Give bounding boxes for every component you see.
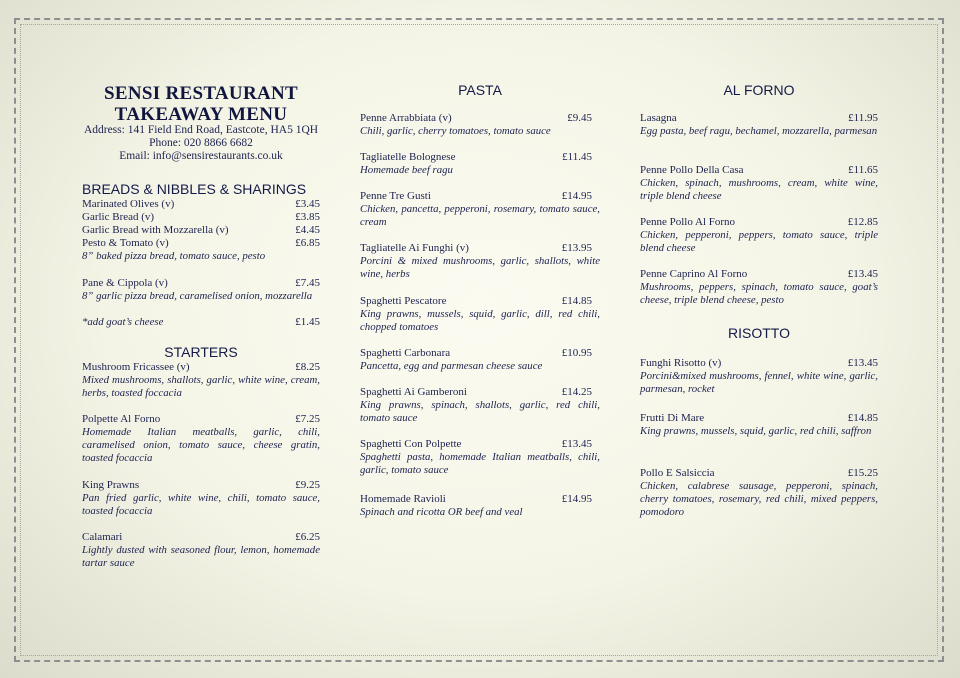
menu-item: [640, 467, 912, 519]
menu-item: [82, 277, 354, 303]
phone: Phone: 020 8866 6682: [149, 137, 253, 149]
item-name: Spaghetti Pescatore: [360, 295, 447, 307]
menu-item: [82, 237, 354, 263]
item-name: Mushroom Fricassee (v): [82, 361, 190, 373]
item-description: Chicken, spinach, mushrooms, cream, white wine, triple blend cheese: [640, 177, 878, 202]
section-heading-breads: BREADS & NIBBLES & SHARINGS: [82, 181, 307, 197]
item-description: Chili, garlic, cherry tomatoes, tomato sauce: [360, 125, 551, 137]
menu-item: [82, 479, 354, 518]
item-name: King Prawns: [82, 479, 140, 491]
item-name: Calamari: [82, 531, 123, 543]
menu-item: [360, 295, 626, 334]
item-price: £9.45: [567, 112, 592, 124]
item-price: £14.25: [561, 386, 592, 398]
menu-title: TAKEAWAY MENU: [114, 104, 288, 125]
item-name: Spaghetti Ai Gamberoni: [360, 386, 467, 398]
item-price: £11.95: [848, 112, 878, 124]
menu-item: [82, 361, 354, 400]
section-heading-pasta: PASTA: [458, 82, 502, 98]
item-price: £14.95: [561, 493, 592, 505]
item-price: £15.25: [847, 467, 878, 479]
item-name: Pesto & Tomato (v): [82, 237, 169, 249]
item-description: Mixed mushrooms, shallots, garlic, white wine, cream, herbs, toasted foccacia: [82, 374, 320, 399]
item-price: £13.45: [847, 268, 878, 280]
menu-item: [640, 164, 912, 203]
item-name: Funghi Risotto (v): [640, 357, 722, 369]
menu-item: [640, 216, 912, 255]
item-description: Chicken, pepperoni, peppers, tomato sauce, triple blend cheese: [640, 229, 878, 254]
item-price: £14.85: [561, 295, 592, 307]
item-price: £6.25: [295, 531, 320, 543]
item-price: £4.45: [295, 224, 320, 236]
item-name: Frutti Di Mare: [640, 412, 705, 424]
menu-item: [360, 438, 626, 477]
item-description: Chicken, calabrese sausage, pepperoni, spinach, cherry tomatoes, rosemary, red chili, mixed peppers, pomodoro: [640, 480, 878, 518]
item-price: £9.25: [295, 479, 320, 491]
menu-item: [360, 347, 626, 373]
menu-item: [640, 112, 912, 138]
menu-item: [640, 357, 912, 396]
item-price: £3.45: [295, 198, 320, 210]
item-name: Pane & Cippola (v): [82, 277, 168, 289]
item-name: Marinated Olives (v): [82, 198, 175, 210]
item-description: Porcini & mixed mushrooms, garlic, shallots, white wine, herbs: [360, 255, 600, 280]
item-price: £13.95: [561, 242, 592, 254]
item-description: King prawns, mussels, squid, garlic, red chili, saffron: [640, 425, 872, 437]
menu-item: [360, 151, 626, 177]
menu-item: [360, 112, 626, 138]
item-price: £14.95: [561, 190, 592, 202]
restaurant-name: SENSI RESTAURANT: [104, 83, 298, 104]
menu-item: [360, 190, 626, 229]
menu-item: [82, 531, 354, 570]
menu-item: [360, 386, 626, 425]
item-price: £7.45: [295, 277, 320, 289]
item-description: Lightly dusted with seasoned flour, lemon, homemade tartar sauce: [82, 544, 320, 569]
item-description: Mushrooms, peppers, spinach, tomato sauce, goat’s cheese, triple blend cheese, pesto: [640, 281, 878, 306]
item-price: £7.25: [295, 413, 320, 425]
menu-item: [360, 493, 626, 519]
address: Address: 141 Field End Road, Eastcote, HA5 1QH: [83, 124, 319, 136]
item-name: Penne Tre Gusti: [360, 190, 431, 202]
menu-item: [82, 316, 354, 329]
item-price: £12.85: [847, 216, 878, 228]
item-name: Garlic Bread (v): [82, 211, 155, 223]
menu-item: [82, 413, 354, 465]
menu-item: [82, 198, 354, 211]
menu-item: [82, 224, 354, 237]
item-name: Lasagna: [640, 112, 677, 124]
menu-item: [640, 268, 912, 307]
item-description: Pancetta, egg and parmesan cheese sauce: [360, 360, 543, 372]
item-description: Porcini&mixed mushrooms, fennel, white wine, garlic, parmesan, rocket: [640, 370, 878, 395]
section-heading-al-forno: AL FORNO: [723, 82, 795, 98]
menu-item: [640, 412, 912, 438]
item-price: £11.45: [562, 151, 592, 163]
item-price: £13.45: [561, 438, 592, 450]
item-price: £10.95: [561, 347, 592, 359]
item-description: Spaghetti pasta, homemade Italian meatballs, chili, garlic, tomato sauce: [360, 451, 600, 476]
item-description: Spinach and ricotta OR beef and veal: [360, 506, 523, 518]
item-price: £11.65: [848, 164, 878, 176]
item-name: Tagliatelle Ai Funghi (v): [360, 242, 469, 254]
item-name: Homemade Ravioli: [360, 493, 446, 505]
item-description: 8” garlic pizza bread, caramelised onion, mozzarella: [82, 290, 313, 302]
item-name: Garlic Bread with Mozzarella (v): [82, 224, 229, 236]
item-description: Chicken, pancetta, pepperoni, rosemary, tomato sauce, cream: [360, 203, 600, 228]
item-price: £3.85: [295, 211, 320, 223]
item-name: Penne Arrabbiata (v): [360, 112, 452, 124]
item-name: Polpette Al Forno: [82, 413, 161, 425]
item-price: £6.85: [295, 237, 320, 249]
item-name: Penne Pollo Al Forno: [640, 216, 736, 228]
section-heading-risotto: RISOTTO: [728, 325, 790, 341]
item-description: Homemade beef ragu: [360, 164, 453, 176]
item-description: 8” baked pizza bread, tomato sauce, pesto: [82, 250, 266, 262]
item-description: Homemade Italian meatballs, garlic, chili, caramelised onion, tomato sauce, cheese gratin, toasted focaccia: [82, 426, 320, 464]
item-name: Spaghetti Carbonara: [360, 347, 451, 359]
item-name: Penne Caprino Al Forno: [640, 268, 748, 280]
item-name: Tagliatelle Bolognese: [360, 151, 456, 163]
item-name: *add goat’s cheese: [82, 316, 164, 328]
item-price: £13.45: [847, 357, 878, 369]
item-description: Pan fried garlic, white wine, chili, tomato sauce, toasted focaccia: [82, 492, 320, 517]
item-name: Spaghetti Con Polpette: [360, 438, 462, 450]
item-description: Egg pasta, beef ragu, bechamel, mozzarella, parmesan: [640, 125, 878, 137]
item-price: £8.25: [295, 361, 320, 373]
email: Email: info@sensirestaurants.co.uk: [119, 150, 283, 162]
item-description: King prawns, spinach, shallots, garlic, red chili, tomato sauce: [360, 399, 600, 424]
item-name: Penne Pollo Della Casa: [640, 164, 744, 176]
item-description: King prawns, mussels, squid, garlic, dill, red chili, chopped tomatoes: [360, 308, 600, 333]
item-name: Pollo E Salsiccia: [640, 467, 715, 479]
section-heading-starters: STARTERS: [164, 344, 238, 360]
item-price: £1.45: [295, 316, 320, 328]
menu-item: [82, 211, 354, 224]
item-price: £14.85: [847, 412, 878, 424]
menu-item: [360, 242, 626, 281]
